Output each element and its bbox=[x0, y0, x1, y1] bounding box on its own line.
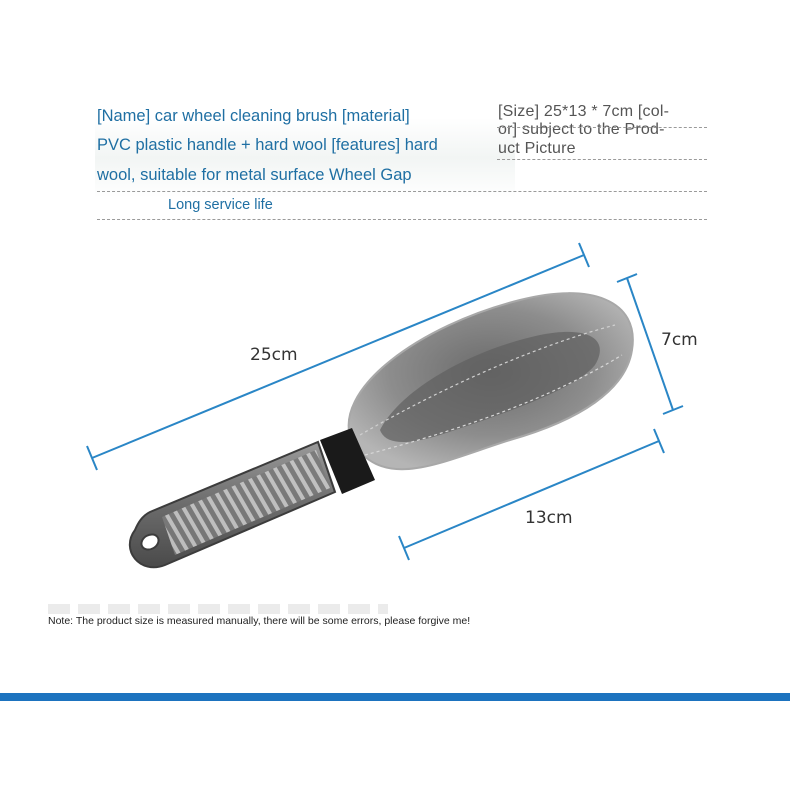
spec-line-2: PVC plastic handle + hard wool [features] hard bbox=[97, 136, 438, 154]
bottom-accent-bar bbox=[0, 693, 790, 701]
length-label: 25cm bbox=[250, 345, 298, 365]
size-line-3: uct Picture bbox=[498, 140, 576, 157]
faint-watermark-text bbox=[48, 604, 388, 614]
spec-line-3: wool, suitable for metal surface Wheel Gap bbox=[97, 166, 412, 184]
size-line-1: [Size] 25*13 * 7cm [col- bbox=[498, 103, 670, 120]
height-label: 7cm bbox=[661, 330, 698, 350]
divider-2 bbox=[497, 159, 707, 160]
header-background bbox=[95, 118, 515, 198]
service-life-text: Long service life bbox=[168, 197, 273, 213]
bristle-length-label: 13cm bbox=[525, 508, 573, 528]
size-line-2: or] subject to the Prod- bbox=[498, 121, 665, 138]
spec-line-1: [Name] car wheel cleaning brush [material] bbox=[97, 107, 410, 125]
product-figure bbox=[0, 230, 790, 600]
brush-handle bbox=[130, 442, 335, 567]
divider-4 bbox=[97, 219, 707, 220]
divider-3 bbox=[97, 191, 707, 192]
divider-1 bbox=[497, 127, 707, 128]
measurement-note: Note: The product size is measured manually, there will be some errors, please forgive me! bbox=[48, 615, 471, 627]
bristle-head bbox=[349, 293, 633, 469]
